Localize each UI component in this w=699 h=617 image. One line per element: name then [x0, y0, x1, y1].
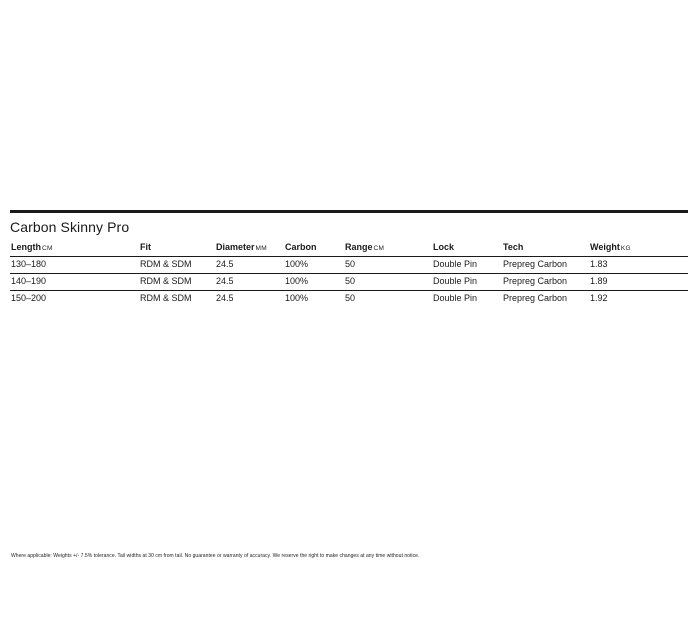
- header-lock: [432, 240, 502, 257]
- spec-block: [10, 210, 688, 307]
- product-title: Carbon Skinny Pro: [10, 219, 130, 235]
- cell-tech: Prepreg Carbon: [502, 257, 589, 274]
- cell-length: 150–200: [11, 293, 47, 303]
- cell-fit: RDM & SDM: [139, 274, 215, 291]
- header-label: Tech: [503, 242, 524, 252]
- cell-range: 50: [345, 293, 356, 303]
- cell-weight: 1.83: [589, 257, 688, 274]
- header-range: [344, 240, 432, 257]
- top-rule: [10, 210, 688, 213]
- header-label: Weight: [590, 242, 620, 252]
- header-unit: CM: [373, 245, 385, 252]
- spec-table: [10, 240, 688, 307]
- header-label: Carbon: [285, 242, 317, 252]
- cell-diameter: 24.5: [215, 274, 284, 291]
- cell-lock: Double Pin: [432, 274, 502, 291]
- cell-weight: 1.92: [590, 293, 608, 303]
- table-header-row: [10, 240, 688, 257]
- header-carbon: [284, 240, 344, 257]
- cell-lock: Double Pin: [432, 257, 502, 274]
- cell-fit: RDM & SDM: [140, 293, 192, 303]
- cell-tech: Prepreg Carbon: [503, 293, 568, 303]
- cell-carbon: 100%: [285, 293, 309, 303]
- cell-length: 130–180: [10, 257, 139, 274]
- header-unit: CM: [42, 245, 53, 252]
- footnote-disclaimer: Where applicable: Weights +/- 7.5% tolerance. Tail widths at 30 cm from tail. No guarantee or warranty of accuracy. We reserve the right to make changes at any time without notice.: [11, 553, 420, 559]
- cell-lock: Double Pin: [433, 293, 478, 303]
- header-label: Diameter: [216, 242, 255, 252]
- header-fit: [139, 240, 215, 257]
- header-label: Length: [11, 242, 41, 252]
- cell-diameter: 24.5: [215, 257, 284, 274]
- table-row: [10, 274, 688, 291]
- header-unit: MM: [255, 245, 267, 252]
- cell-weight: 1.89: [589, 274, 688, 291]
- header-tech: [502, 240, 589, 257]
- header-unit: KG: [620, 245, 631, 252]
- table-row: [10, 291, 688, 308]
- cell-range: 50: [344, 274, 432, 291]
- header-length: [10, 240, 139, 257]
- table-row: [10, 257, 688, 274]
- header-label: Fit: [140, 242, 151, 252]
- cell-range: 50: [344, 257, 432, 274]
- cell-diameter: 24.5: [216, 293, 234, 303]
- cell-carbon: 100%: [284, 274, 344, 291]
- header-weight: [589, 240, 688, 257]
- cell-carbon: 100%: [284, 257, 344, 274]
- header-diameter: [215, 240, 284, 257]
- cell-length: 140–190: [10, 274, 139, 291]
- header-label: Range: [345, 242, 373, 252]
- cell-fit: RDM & SDM: [139, 257, 215, 274]
- cell-tech: Prepreg Carbon: [502, 274, 589, 291]
- header-label: Lock: [433, 242, 455, 252]
